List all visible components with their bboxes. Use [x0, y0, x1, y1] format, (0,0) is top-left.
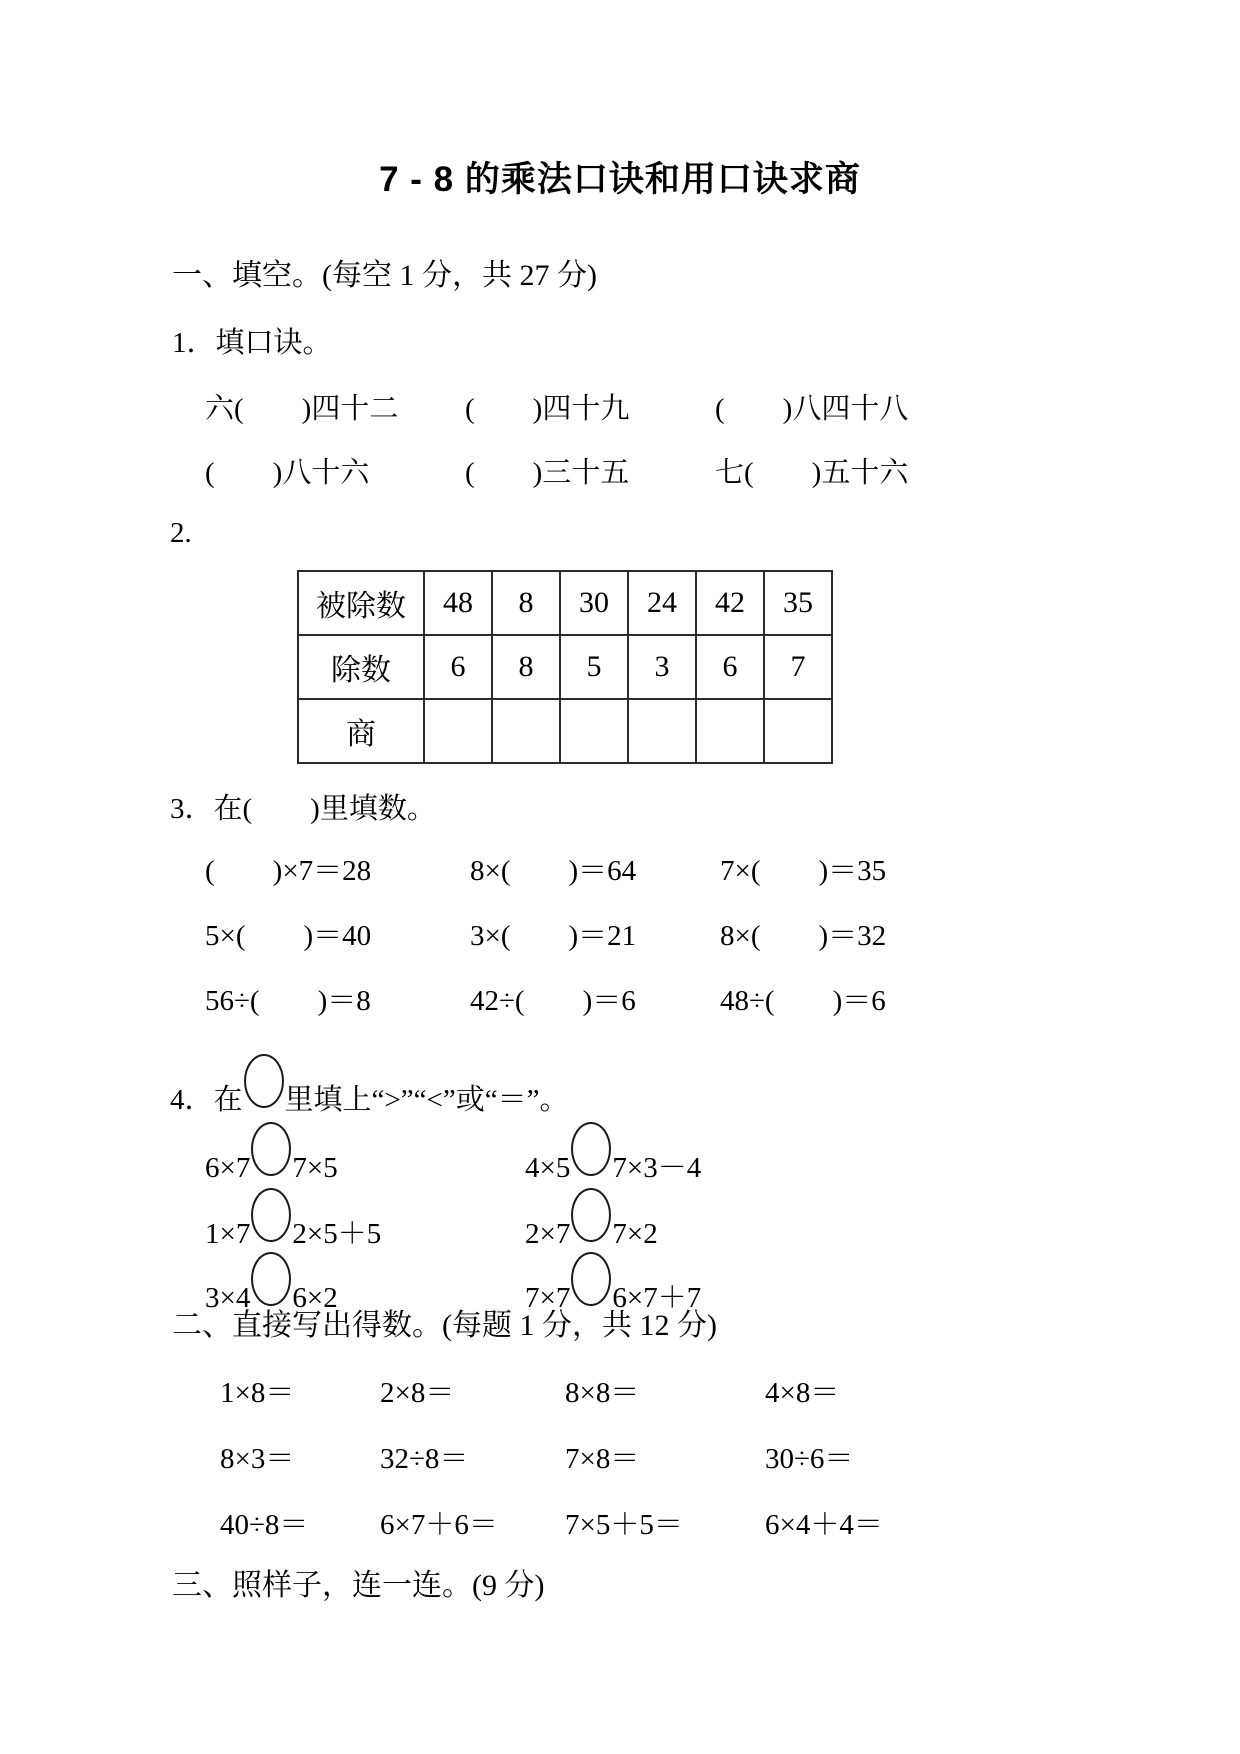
s2-expression: 7×5＋5＝: [565, 1509, 683, 1541]
q3-equation: 42÷( )＝6: [470, 985, 636, 1017]
s2-expression: 1×8＝: [220, 1377, 295, 1409]
s2-expression: 8×8＝: [565, 1377, 640, 1409]
left-expression: 7×7: [525, 1282, 571, 1314]
table-cell: 3: [628, 635, 696, 699]
table-row-label: 除数: [298, 635, 424, 699]
comparison-item: [525, 1188, 658, 1252]
q3-equation: 8×( )＝32: [720, 920, 887, 952]
q3-equation: 7×( )＝35: [720, 855, 887, 887]
q3-row2: [205, 919, 886, 954]
q4-row2: [205, 1188, 658, 1252]
table-answer-cell: [560, 699, 628, 763]
left-expression: 6×7: [205, 1152, 251, 1184]
s2-expression: 6×7＋6＝: [380, 1509, 498, 1541]
table-cell: 6: [696, 635, 764, 699]
q3-row3: [205, 984, 886, 1019]
q3-row1: [205, 854, 886, 889]
table-cell: 48: [424, 571, 492, 635]
right-expression: 7×5: [292, 1152, 338, 1184]
table-answer-cell: [492, 699, 560, 763]
table-row-label: 被除数: [298, 571, 424, 635]
q3-equation: ( )×7＝28: [205, 855, 372, 887]
q1-blank-item: ( )四十九: [465, 393, 630, 425]
table-cell: 42: [696, 571, 764, 635]
table-cell: 5: [560, 635, 628, 699]
s2-row2: [220, 1442, 853, 1477]
s2-expression: 30÷6＝: [765, 1443, 854, 1475]
q1-blank-item: 六( )四十二: [205, 393, 399, 425]
section2-heading: 二、直接写出得数。(每题 1 分，共 12 分): [172, 1309, 717, 1342]
s2-expression: 40÷8＝: [220, 1509, 309, 1541]
comparison-item: [525, 1122, 701, 1186]
q2-label: 2.: [170, 517, 192, 549]
comparison-item: [205, 1252, 525, 1316]
table-cell: 8: [492, 571, 560, 635]
page-title: 7 - 8 的乘法口诀和用口诀求商: [379, 160, 861, 199]
comparison-circle: [571, 1122, 611, 1176]
comparison-item: [205, 1188, 525, 1252]
q1-blank-item: ( )三十五: [465, 457, 630, 489]
left-expression: 1×7: [205, 1218, 251, 1250]
division-table: [297, 570, 833, 764]
table-cell: 24: [628, 571, 696, 635]
table-cell: 8: [492, 635, 560, 699]
s2-expression: 32÷8＝: [380, 1443, 469, 1475]
s2-row3: [220, 1508, 883, 1543]
table-answer-cell: [696, 699, 764, 763]
left-expression: 2×7: [525, 1218, 571, 1250]
comparison-circle: [251, 1122, 291, 1176]
q4-label-suffix: 里填上“>”“<”或“＝”。: [284, 1084, 569, 1116]
right-expression: 7×2: [612, 1218, 658, 1250]
comparison-circle: [571, 1252, 611, 1306]
blank-circle: [244, 1054, 284, 1108]
q3-equation: 56÷( )＝8: [205, 985, 371, 1017]
section3-heading: 三、照样子，连一连。(9 分): [172, 1569, 545, 1602]
s2-expression: 8×3＝: [220, 1443, 295, 1475]
q4-label-prefix: 4．在: [170, 1084, 243, 1116]
section1-heading: 一、填空。(每空 1 分，共 27 分): [172, 259, 597, 292]
left-expression: 4×5: [525, 1152, 571, 1184]
s2-expression: 6×4＋4＝: [765, 1509, 883, 1541]
q3-equation: 8×( )＝64: [470, 855, 637, 887]
comparison-item: [525, 1252, 701, 1316]
table-answer-cell: [628, 699, 696, 763]
table-answer-cell: [424, 699, 492, 763]
table-row-quotient: [298, 699, 832, 763]
comparison-circle: [571, 1188, 611, 1242]
q1-blank-item: ( )八四十八: [715, 393, 909, 425]
table-cell: 7: [764, 635, 832, 699]
comparison-circle: [251, 1252, 291, 1306]
q4-label: [170, 1054, 568, 1118]
q1-blank-item: ( )八十六: [205, 457, 370, 489]
table-cell: 35: [764, 571, 832, 635]
left-expression: 3×4: [205, 1282, 251, 1314]
s2-row1: [220, 1376, 839, 1411]
table-row-dividend: [298, 571, 832, 635]
table-cell: 30: [560, 571, 628, 635]
table-row-divisor: [298, 635, 832, 699]
table-row-label: 商: [298, 699, 424, 763]
right-expression: 6×7＋7: [612, 1282, 702, 1314]
q4-row1: [205, 1122, 701, 1186]
right-expression: 6×2: [292, 1282, 338, 1314]
comparison-circle: [251, 1188, 291, 1242]
q3-label: 3．在( )里填数。: [170, 793, 436, 825]
s2-expression: 2×8＝: [380, 1377, 455, 1409]
s2-expression: 7×8＝: [565, 1443, 640, 1475]
q4-row3: [205, 1252, 701, 1316]
q3-equation: 48÷( )＝6: [720, 985, 886, 1017]
table-answer-cell: [764, 699, 832, 763]
s2-expression: 4×8＝: [765, 1377, 840, 1409]
q1-blank-item: 七( )五十六: [715, 457, 909, 489]
q3-equation: 5×( )＝40: [205, 920, 372, 952]
q1-row2: [205, 456, 908, 491]
comparison-item: [205, 1122, 525, 1186]
table-cell: 6: [424, 635, 492, 699]
right-expression: 7×3－4: [612, 1152, 702, 1184]
q1-row1: [205, 392, 908, 427]
q1-label: 1．填口诀。: [172, 327, 332, 359]
q3-equation: 3×( )＝21: [470, 920, 637, 952]
right-expression: 2×5＋5: [292, 1218, 382, 1250]
